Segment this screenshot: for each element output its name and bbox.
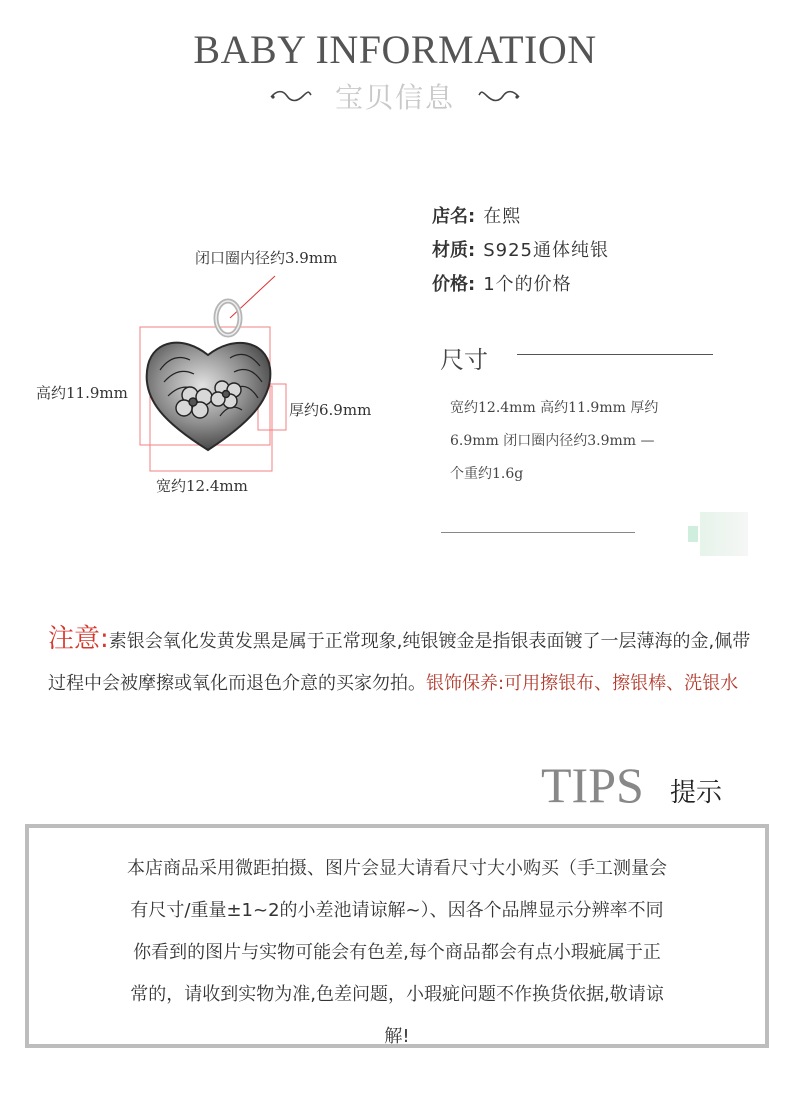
width-label: 宽约12.4mm [156,477,248,495]
tips-heading: TIPS [541,757,644,813]
right-swirl-ornament-icon [477,88,521,104]
page-subtitle: 宝贝信息 [334,81,455,114]
info-row-shop [432,200,609,234]
decorative-fragment [688,526,698,542]
subtitle-row [0,76,790,116]
decorative-block [700,512,748,556]
size-heading-divider [517,354,713,355]
tips-line-2: 有尺寸/重量±1~2的小差池请谅解~）、因各个品牌显示分辨率不同 [130,900,664,921]
size-description [450,392,710,491]
material-key: 材质: [432,240,476,261]
info-row-material [432,234,609,268]
tips-line-3: 你看到的图片与实物可能会有色差,每个商品都会有点小瑕疵属于正 [133,942,661,963]
tips-box [25,824,769,1048]
notice-body: 素银会氧化发黄发黑是属于正常现象,纯银镀金是指银表面镀了一层薄海的金,佩带过程中会被摩擦或氧化而退色介意的买家勿拍。 [48,631,751,694]
shop-value: 在熙 [483,206,522,227]
page-title: BABY INFORMATION [193,27,597,72]
height-label: 高约11.9mm [36,384,128,402]
notice-paragraph [48,618,760,705]
price-key: 价格: [432,274,476,295]
size-line-3: 个重约1.6g [450,466,524,482]
care-instructions: 银饰保养:可用擦银布、擦银棒、洗银水 [426,673,739,694]
tips-heading-cn: 提示 [670,778,723,808]
heart-pendant-image [138,290,278,465]
size-bottom-divider [441,532,635,533]
left-swirl-ornament-icon [269,88,313,104]
material-value: S925通体纯银 [483,240,609,261]
tips-line-5: 解! [384,1026,410,1047]
info-row-price [432,268,609,302]
size-heading: 尺寸 [440,346,488,374]
ring-inner-diameter-label: 闭口圈内径约3.9mm [195,249,338,267]
notice-heading: 注意: [48,624,109,654]
thickness-label: 厚约6.9mm [289,401,372,419]
product-info-list [432,200,609,302]
tips-text [65,848,729,1058]
tips-line-1: 本店商品采用微距拍摄、图片会显大请看尺寸大小购买（手工测量会 [127,858,667,879]
size-line-2: 6.9mm 闭口圈内径约3.9mm — [450,433,655,449]
shop-key: 店名: [432,206,476,227]
size-line-1: 宽约12.4mm 高约11.9mm 厚约 [450,400,659,416]
tips-line-4: 常的，请收到实物为准,色差问题，小瑕疵问题不作换货依据,敬请谅 [130,984,664,1005]
price-value: 1个的价格 [483,274,572,295]
